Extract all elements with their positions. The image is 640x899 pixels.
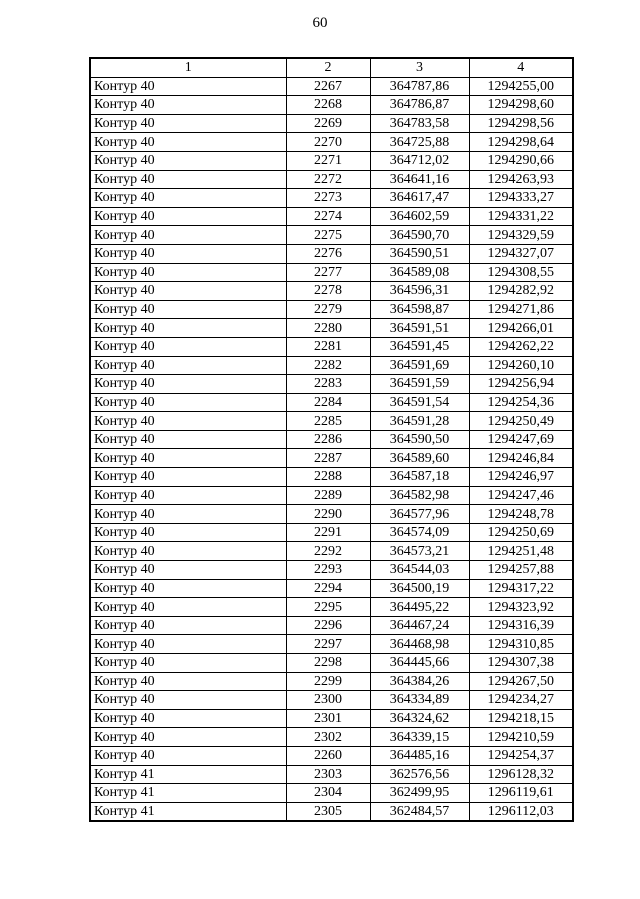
table-row	[90, 96, 573, 115]
contour-name-cell: Контур 40	[90, 430, 286, 449]
x-coordinate-cell: 364591,54	[370, 393, 469, 412]
table-row	[90, 375, 573, 394]
contour-name-cell: Контур 40	[90, 133, 286, 152]
table-row	[90, 542, 573, 561]
y-coordinate-cell: 1294308,55	[469, 263, 573, 282]
x-coordinate-cell: 364712,02	[370, 151, 469, 170]
table-row	[90, 114, 573, 133]
contour-name-cell: Контур 40	[90, 77, 286, 96]
y-coordinate-cell: 1294254,36	[469, 393, 573, 412]
point-number-cell: 2288	[286, 468, 370, 487]
column-header-2: 2	[286, 58, 370, 77]
point-number-cell: 2285	[286, 412, 370, 431]
table-row	[90, 523, 573, 542]
contour-name-cell: Контур 40	[90, 579, 286, 598]
point-number-cell: 2280	[286, 319, 370, 338]
table-row	[90, 412, 573, 431]
table-row	[90, 468, 573, 487]
y-coordinate-cell: 1294307,38	[469, 654, 573, 673]
y-coordinate-cell: 1294255,00	[469, 77, 573, 96]
y-coordinate-cell: 1296119,61	[469, 784, 573, 803]
table-row	[90, 133, 573, 152]
x-coordinate-cell: 364783,58	[370, 114, 469, 133]
coordinates-table	[89, 57, 574, 822]
x-coordinate-cell: 364641,16	[370, 170, 469, 189]
y-coordinate-cell: 1294254,37	[469, 746, 573, 765]
point-number-cell: 2270	[286, 133, 370, 152]
point-number-cell: 2300	[286, 691, 370, 710]
y-coordinate-cell: 1294298,64	[469, 133, 573, 152]
table-row	[90, 579, 573, 598]
y-coordinate-cell: 1294250,49	[469, 412, 573, 431]
table-row	[90, 207, 573, 226]
point-number-cell: 2301	[286, 709, 370, 728]
y-coordinate-cell: 1294256,94	[469, 375, 573, 394]
point-number-cell: 2281	[286, 337, 370, 356]
table-row	[90, 802, 573, 821]
column-header-4: 4	[469, 58, 573, 77]
table-row	[90, 300, 573, 319]
y-coordinate-cell: 1294323,92	[469, 598, 573, 617]
contour-name-cell: Контур 40	[90, 542, 286, 561]
contour-name-cell: Контур 40	[90, 412, 286, 431]
contour-name-cell: Контур 40	[90, 189, 286, 208]
point-number-cell: 2290	[286, 505, 370, 524]
y-coordinate-cell: 1294246,84	[469, 449, 573, 468]
point-number-cell: 2303	[286, 765, 370, 784]
table-row	[90, 77, 573, 96]
x-coordinate-cell: 364589,60	[370, 449, 469, 468]
y-coordinate-cell: 1294257,88	[469, 561, 573, 580]
x-coordinate-cell: 364590,51	[370, 244, 469, 263]
x-coordinate-cell: 364577,96	[370, 505, 469, 524]
x-coordinate-cell: 364544,03	[370, 561, 469, 580]
y-coordinate-cell: 1294260,10	[469, 356, 573, 375]
table-row	[90, 226, 573, 245]
column-header-1: 1	[90, 58, 286, 77]
x-coordinate-cell: 364602,59	[370, 207, 469, 226]
table-row	[90, 784, 573, 803]
table-row	[90, 282, 573, 301]
y-coordinate-cell: 1294267,50	[469, 672, 573, 691]
contour-name-cell: Контур 40	[90, 728, 286, 747]
point-number-cell: 2271	[286, 151, 370, 170]
point-number-cell: 2286	[286, 430, 370, 449]
table-row	[90, 151, 573, 170]
table-row	[90, 486, 573, 505]
table-row	[90, 263, 573, 282]
table-row	[90, 746, 573, 765]
contour-name-cell: Контур 40	[90, 561, 286, 580]
y-coordinate-cell: 1294290,66	[469, 151, 573, 170]
y-coordinate-cell: 1294246,97	[469, 468, 573, 487]
x-coordinate-cell: 364334,89	[370, 691, 469, 710]
table-row	[90, 244, 573, 263]
contour-name-cell: Контур 40	[90, 226, 286, 245]
contour-name-cell: Контур 40	[90, 114, 286, 133]
x-coordinate-cell: 364574,09	[370, 523, 469, 542]
x-coordinate-cell: 364573,21	[370, 542, 469, 561]
table-row	[90, 765, 573, 784]
point-number-cell: 2283	[286, 375, 370, 394]
point-number-cell: 2287	[286, 449, 370, 468]
x-coordinate-cell: 362499,95	[370, 784, 469, 803]
point-number-cell: 2294	[286, 579, 370, 598]
table-row	[90, 654, 573, 673]
x-coordinate-cell: 364590,70	[370, 226, 469, 245]
x-coordinate-cell: 364617,47	[370, 189, 469, 208]
y-coordinate-cell: 1294218,15	[469, 709, 573, 728]
point-number-cell: 2297	[286, 635, 370, 654]
contour-name-cell: Контур 40	[90, 635, 286, 654]
contour-name-cell: Контур 40	[90, 505, 286, 524]
contour-name-cell: Контур 40	[90, 207, 286, 226]
contour-name-cell: Контур 40	[90, 616, 286, 635]
y-coordinate-cell: 1296112,03	[469, 802, 573, 821]
x-coordinate-cell: 364786,87	[370, 96, 469, 115]
point-number-cell: 2272	[286, 170, 370, 189]
x-coordinate-cell: 364495,22	[370, 598, 469, 617]
x-coordinate-cell: 364589,08	[370, 263, 469, 282]
table-row	[90, 505, 573, 524]
y-coordinate-cell: 1294250,69	[469, 523, 573, 542]
table-row	[90, 616, 573, 635]
point-number-cell: 2298	[286, 654, 370, 673]
point-number-cell: 2279	[286, 300, 370, 319]
table-row	[90, 728, 573, 747]
point-number-cell: 2277	[286, 263, 370, 282]
table-row	[90, 598, 573, 617]
x-coordinate-cell: 364591,69	[370, 356, 469, 375]
point-number-cell: 2305	[286, 802, 370, 821]
point-number-cell: 2293	[286, 561, 370, 580]
contour-name-cell: Контур 40	[90, 375, 286, 394]
table-row	[90, 319, 573, 338]
table-row	[90, 356, 573, 375]
table-body	[90, 77, 573, 821]
table-header	[90, 58, 573, 77]
table-row	[90, 635, 573, 654]
point-number-cell: 2282	[286, 356, 370, 375]
y-coordinate-cell: 1294248,78	[469, 505, 573, 524]
y-coordinate-cell: 1294310,85	[469, 635, 573, 654]
table-row	[90, 449, 573, 468]
contour-name-cell: Контур 40	[90, 337, 286, 356]
point-number-cell: 2268	[286, 96, 370, 115]
x-coordinate-cell: 364582,98	[370, 486, 469, 505]
table-row	[90, 561, 573, 580]
y-coordinate-cell: 1294317,22	[469, 579, 573, 598]
contour-name-cell: Контур 40	[90, 468, 286, 487]
point-number-cell: 2276	[286, 244, 370, 263]
contour-name-cell: Контур 40	[90, 300, 286, 319]
point-number-cell: 2273	[286, 189, 370, 208]
contour-name-cell: Контур 41	[90, 765, 286, 784]
x-coordinate-cell: 364587,18	[370, 468, 469, 487]
table-row	[90, 170, 573, 189]
table-row	[90, 672, 573, 691]
x-coordinate-cell: 364725,88	[370, 133, 469, 152]
contour-name-cell: Контур 40	[90, 244, 286, 263]
y-coordinate-cell: 1296128,32	[469, 765, 573, 784]
x-coordinate-cell: 364787,86	[370, 77, 469, 96]
point-number-cell: 2292	[286, 542, 370, 561]
point-number-cell: 2260	[286, 746, 370, 765]
y-coordinate-cell: 1294266,01	[469, 319, 573, 338]
column-header-3: 3	[370, 58, 469, 77]
x-coordinate-cell: 362484,57	[370, 802, 469, 821]
x-coordinate-cell: 364500,19	[370, 579, 469, 598]
point-number-cell: 2291	[286, 523, 370, 542]
x-coordinate-cell: 364384,26	[370, 672, 469, 691]
table-row	[90, 393, 573, 412]
x-coordinate-cell: 364485,16	[370, 746, 469, 765]
y-coordinate-cell: 1294298,60	[469, 96, 573, 115]
y-coordinate-cell: 1294331,22	[469, 207, 573, 226]
x-coordinate-cell: 364445,66	[370, 654, 469, 673]
contour-name-cell: Контур 40	[90, 282, 286, 301]
contour-name-cell: Контур 40	[90, 263, 286, 282]
y-coordinate-cell: 1294247,46	[469, 486, 573, 505]
x-coordinate-cell: 364590,50	[370, 430, 469, 449]
contour-name-cell: Контур 40	[90, 598, 286, 617]
y-coordinate-cell: 1294234,27	[469, 691, 573, 710]
point-number-cell: 2275	[286, 226, 370, 245]
y-coordinate-cell: 1294262,22	[469, 337, 573, 356]
point-number-cell: 2267	[286, 77, 370, 96]
point-number-cell: 2302	[286, 728, 370, 747]
x-coordinate-cell: 364324,62	[370, 709, 469, 728]
contour-name-cell: Контур 40	[90, 151, 286, 170]
contour-name-cell: Контур 40	[90, 654, 286, 673]
x-coordinate-cell: 364596,31	[370, 282, 469, 301]
x-coordinate-cell: 364591,59	[370, 375, 469, 394]
y-coordinate-cell: 1294329,59	[469, 226, 573, 245]
contour-name-cell: Контур 40	[90, 672, 286, 691]
x-coordinate-cell: 364598,87	[370, 300, 469, 319]
contour-name-cell: Контур 40	[90, 96, 286, 115]
point-number-cell: 2299	[286, 672, 370, 691]
point-number-cell: 2274	[286, 207, 370, 226]
table-row	[90, 337, 573, 356]
y-coordinate-cell: 1294210,59	[469, 728, 573, 747]
y-coordinate-cell: 1294282,92	[469, 282, 573, 301]
y-coordinate-cell: 1294271,86	[469, 300, 573, 319]
point-number-cell: 2284	[286, 393, 370, 412]
table-row	[90, 189, 573, 208]
x-coordinate-cell: 362576,56	[370, 765, 469, 784]
point-number-cell: 2304	[286, 784, 370, 803]
y-coordinate-cell: 1294247,69	[469, 430, 573, 449]
contour-name-cell: Контур 40	[90, 393, 286, 412]
point-number-cell: 2289	[286, 486, 370, 505]
contour-name-cell: Контур 41	[90, 802, 286, 821]
contour-name-cell: Контур 40	[90, 691, 286, 710]
contour-name-cell: Контур 40	[90, 319, 286, 338]
x-coordinate-cell: 364591,45	[370, 337, 469, 356]
x-coordinate-cell: 364339,15	[370, 728, 469, 747]
point-number-cell: 2278	[286, 282, 370, 301]
table-row	[90, 691, 573, 710]
y-coordinate-cell: 1294333,27	[469, 189, 573, 208]
x-coordinate-cell: 364591,28	[370, 412, 469, 431]
table-row	[90, 709, 573, 728]
contour-name-cell: Контур 40	[90, 523, 286, 542]
contour-name-cell: Контур 40	[90, 746, 286, 765]
contour-name-cell: Контур 40	[90, 709, 286, 728]
y-coordinate-cell: 1294316,39	[469, 616, 573, 635]
y-coordinate-cell: 1294298,56	[469, 114, 573, 133]
point-number-cell: 2295	[286, 598, 370, 617]
table-row	[90, 430, 573, 449]
point-number-cell: 2269	[286, 114, 370, 133]
contour-name-cell: Контур 40	[90, 170, 286, 189]
contour-name-cell: Контур 41	[90, 784, 286, 803]
contour-name-cell: Контур 40	[90, 486, 286, 505]
contour-name-cell: Контур 40	[90, 449, 286, 468]
y-coordinate-cell: 1294251,48	[469, 542, 573, 561]
header-row	[90, 58, 573, 77]
contour-name-cell: Контур 40	[90, 356, 286, 375]
x-coordinate-cell: 364468,98	[370, 635, 469, 654]
page-number: 60	[312, 15, 328, 31]
x-coordinate-cell: 364467,24	[370, 616, 469, 635]
y-coordinate-cell: 1294263,93	[469, 170, 573, 189]
y-coordinate-cell: 1294327,07	[469, 244, 573, 263]
point-number-cell: 2296	[286, 616, 370, 635]
x-coordinate-cell: 364591,51	[370, 319, 469, 338]
